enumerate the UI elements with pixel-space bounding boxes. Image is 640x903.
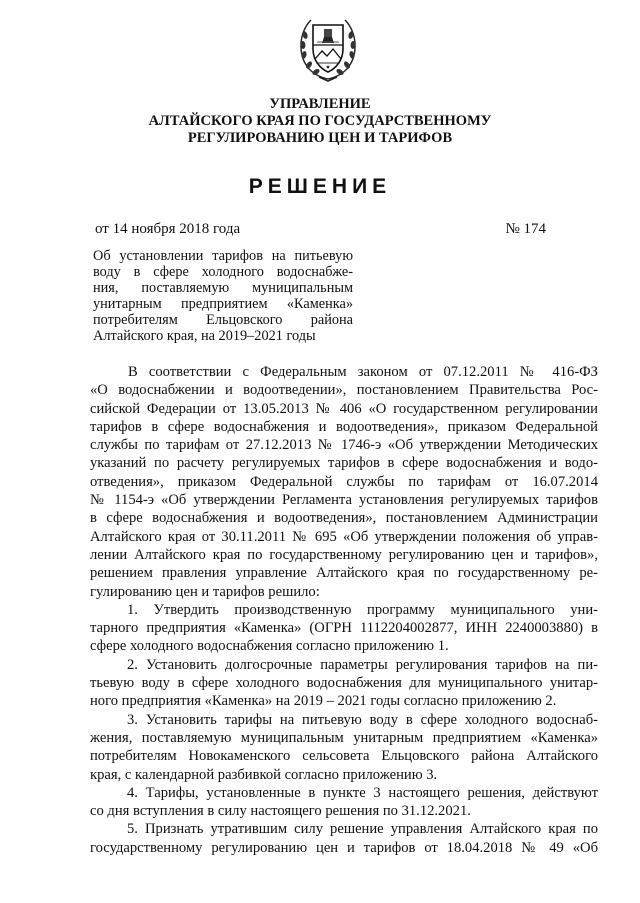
preamble-line: № 1154-э «Об утверждении Регламента установления регулируемых тарифов [90, 492, 598, 509]
coat-of-arms-icon [297, 15, 359, 83]
subject-line: унитарным предприятием «Каменка» [93, 296, 353, 312]
preamble-line: тарифов в сфере водоснабжения и водоотведения», приказом Федеральной [90, 418, 598, 435]
item-5-line: государственному регулированию цен и тарифов от 18.04.2018 № 49 «Об [90, 839, 598, 856]
document-type-title: РЕШЕНИЕ [248, 175, 392, 198]
preamble-line: «О водоснабжении и водоотведении», постановлением Правительства Рос- [90, 382, 598, 399]
subject-line: воду в сфере холодного водоснабже- [93, 264, 353, 280]
item-4-line: 4. Тарифы, установленные в пункте 3 настоящего решения, действуют [127, 784, 598, 801]
decision-body [90, 363, 598, 857]
preamble-line: лении Алтайского края по государственному регулированию цен и тарифов», [90, 546, 598, 563]
item-3-line: края, с календарной разбивкой согласно приложению 3. [90, 766, 438, 783]
item-1-line: тарного предприятия «Каменка» (ОГРН 1112204002877, ИНН 2240003880) в [90, 620, 598, 637]
subject-line: Алтайского края, на 2019–2021 годы [93, 328, 316, 344]
item-2-line: 2. Установить долгосрочные параметры регулирования тарифов на пи- [127, 656, 598, 673]
item-2-line: тьевую воду в сфере холодного водоснабжения для муниципального унитар- [90, 675, 598, 692]
item-3-line: потребителям Новокаменского сельсовета Ельцовского района Алтайского [90, 748, 598, 765]
item-1-line: 1. Утвердить производственную программу муниципального уни- [127, 601, 598, 618]
preamble-line: указаний по расчету регулируемых тарифов в сфере водоснабжения и водо- [90, 455, 598, 472]
preamble-line: гулированию цен и тарифов решило: [90, 583, 320, 600]
document-number: № 174 [505, 221, 546, 237]
issuer-name-line-1: УПРАВЛЕНИЕ [269, 96, 371, 112]
preamble-line: В соответствии с Федеральным законом от 07.12.2011 № 416-ФЗ [128, 364, 598, 380]
issuer-name-line-3: РЕГУЛИРОВАНИЮ ЦЕН И ТАРИФОВ [187, 130, 453, 146]
subject-line: Об установлении тарифов на питьевую [93, 248, 353, 264]
document-date: от 14 ноября 2018 года [95, 221, 241, 237]
item-1-line: сфере холодного водоснабжения согласно приложению 1. [90, 638, 449, 655]
decision-subject [93, 248, 353, 344]
preamble-line: отведения», приказом Федеральной службы по тарифам от 16.07.2014 [90, 473, 598, 490]
issuer-name-line-2: АЛТАЙСКОГО КРАЯ ПО ГОСУДАРСТВЕННОМУ [148, 113, 492, 129]
subject-line: потребителям Ельцовского района [93, 312, 353, 328]
preamble-line: Алтайского края от 30.11.2011 № 695 «Об утверждении положения об управ- [90, 528, 598, 545]
preamble-line: решением правления управление Алтайского края по государственному ре- [90, 565, 598, 582]
item-5-line: 5. Признать утратившим силу решение управления Алтайского края по [127, 821, 598, 838]
item-4-line: со дня вступления в силу настоящего решения по 31.12.2021. [90, 803, 471, 820]
preamble-line: службы по тарифам от 27.12.2013 № 1746-э «Об утверждении Методических [90, 437, 598, 454]
preamble-line: сийской Федерации от 13.05.2013 № 406 «О государственном регулировании [90, 400, 598, 417]
item-3-line: жения, поставляемую муниципальным унитарным предприятием «Каменка» [90, 729, 598, 746]
item-3-line: 3. Установить тарифы на питьевую воду в сфере холодного водоснаб- [127, 711, 598, 728]
preamble-line: в сфере водоснабжения и водоотведения», постановлением Администрации [90, 510, 598, 527]
subject-line: ния, поставляемую муниципальным [93, 280, 353, 296]
item-2-line: ного предприятия «Каменка» на 2019 – 2021 годы согласно приложению 2. [90, 693, 557, 710]
